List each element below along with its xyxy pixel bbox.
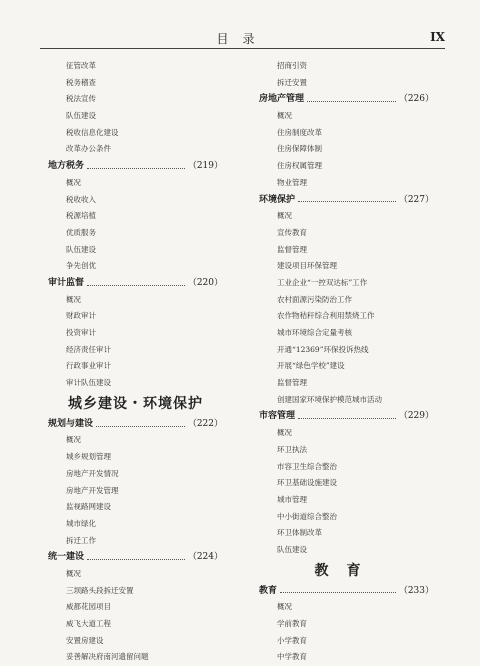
toc-entry: 概况 (277, 602, 292, 612)
dot-leader (87, 285, 185, 286)
toc-entry: 环卫基础设施建设 (277, 478, 337, 488)
toc-section (259, 408, 434, 425)
toc-entry: 队伍建设 (66, 244, 96, 254)
toc-entry: 住房制度改革 (277, 127, 322, 137)
toc-section-title: 统一建设 (48, 552, 85, 563)
toc-entry: 环卫执法 (277, 444, 307, 454)
toc-section-title: 审计监督 (48, 277, 85, 288)
toc-section-title: 环境保护 (259, 194, 296, 205)
toc-entry: 中小街道综合整治 (277, 511, 337, 521)
page-title: 目录 (216, 32, 269, 46)
toc-entry: 小学教育 (277, 635, 307, 645)
toc-page-number: （222） (187, 418, 223, 429)
toc-entry: 概况 (277, 211, 292, 221)
toc-entry: 妥善解决府南河遗留问题 (66, 652, 149, 662)
toc-entry: 改革办公条件 (66, 144, 111, 154)
toc-entry: 争先创优 (66, 261, 96, 271)
toc-entry: 房地产开发管理 (66, 485, 119, 495)
toc-entry: 住房权属管理 (277, 161, 322, 171)
dot-leader (87, 168, 185, 169)
toc-entry: 行政事业审计 (66, 361, 111, 371)
toc-page-number: （224） (187, 552, 223, 563)
toc-section (48, 158, 223, 175)
toc-section-title: 规划与建设 (48, 418, 94, 429)
toc-entry: 威都花园项目 (66, 602, 111, 612)
toc-entry: 开通“12369”环保投诉热线 (277, 344, 369, 354)
toc-entry: 三坝路头段拆迁安置 (66, 585, 134, 595)
toc-section-title: 房地产管理 (259, 94, 305, 105)
toc-entry: 监视路网建设 (66, 502, 111, 512)
toc-section (48, 275, 223, 292)
toc-entry: 优质服务 (66, 227, 96, 237)
toc-entry: 宣传教育 (277, 227, 307, 237)
page-number: IX (430, 30, 445, 44)
toc-chapter-heading: 教育 (314, 562, 379, 579)
toc-entry: 房地产开发情况 (66, 468, 119, 478)
toc-entry: 开展“绿色学校”建设 (277, 361, 345, 371)
toc-entry: 概况 (277, 111, 292, 121)
toc-left-column (48, 58, 223, 666)
toc-entry: 审计队伍建设 (66, 378, 111, 388)
toc-entry: 招商引资 (277, 61, 307, 70)
toc-page-number: （227） (398, 194, 434, 205)
toc-entry: 建设项目环保管理 (277, 261, 337, 271)
toc-section-title: 地方税务 (48, 161, 85, 172)
toc-entry: 税收信息化建设 (66, 127, 119, 137)
toc-entry: 城市绿化 (66, 518, 96, 528)
toc-page-number: （220） (187, 277, 223, 288)
toc-chapter-heading: 城乡建设・环境保护 (68, 395, 203, 412)
toc-page-number: （233） (398, 585, 434, 596)
toc-entry: 税法宣传 (66, 94, 96, 104)
toc-entry: 概况 (66, 435, 81, 445)
dot-leader (298, 201, 396, 202)
toc-entry: 经济责任审计 (66, 344, 111, 354)
toc-entry: 农村面源污染防治工作 (277, 294, 352, 304)
toc-entry: 拆迁工作 (66, 535, 96, 545)
dot-leader (298, 418, 396, 419)
dot-leader (307, 101, 396, 102)
toc-entry: 创建国家环境保护模范城市活动 (277, 394, 382, 404)
toc-section-title: 市容管理 (259, 411, 296, 422)
toc-section (259, 583, 434, 600)
dot-leader (87, 559, 185, 560)
toc-entry: 监督管理 (277, 378, 307, 388)
toc-entry: 税源培植 (66, 211, 96, 221)
dot-leader (96, 426, 185, 427)
toc-entry: 农作物秸秆综合利用禁烧工作 (277, 311, 375, 321)
toc-page-number: （219） (187, 161, 223, 172)
toc-entry: 城市环境综合定量考核 (277, 328, 352, 337)
toc-page-number: （226） (398, 94, 434, 105)
toc-entry: 拆迁安置 (277, 77, 307, 87)
toc-entry: 概况 (66, 294, 81, 304)
toc-entry: 环卫体制改革 (277, 528, 322, 538)
toc-entry: 城市管理 (277, 494, 307, 504)
toc-entry: 住房保障体制 (277, 144, 322, 154)
toc-page-number: （229） (398, 411, 434, 422)
toc-entry: 队伍建设 (66, 111, 96, 121)
toc-entry: 概况 (66, 177, 81, 187)
page-header (40, 28, 445, 49)
toc-entry: 城乡规划管理 (66, 452, 111, 462)
toc-entry: 学前教育 (277, 619, 307, 628)
toc-right-column (259, 58, 434, 666)
toc-section-title: 教育 (259, 585, 278, 596)
toc-entry: 安置房建设 (66, 635, 104, 645)
toc-entry: 威飞大道工程 (66, 619, 111, 628)
toc-entry: 投资审计 (66, 328, 96, 337)
toc-entry: 监督管理 (277, 244, 307, 254)
toc-entry: 税收收入 (66, 194, 96, 204)
toc-entry: 概况 (277, 428, 292, 438)
toc-entry: 物业管理 (277, 177, 307, 187)
toc-entry: 财政审计 (66, 311, 96, 321)
toc-entry: 征管改革 (66, 61, 96, 70)
toc-entry: 市容卫生综合整治 (277, 461, 337, 471)
toc-entry: 中学教育 (277, 652, 307, 662)
dot-leader (280, 592, 396, 593)
toc-entry: 税务稽查 (66, 77, 96, 87)
toc-section (259, 192, 434, 209)
toc-section (48, 549, 223, 566)
toc-entry: 队伍建设 (277, 544, 307, 554)
toc-entry: 工业企业“一控双达标”工作 (277, 277, 368, 287)
toc-section (48, 416, 223, 433)
toc-entry: 概况 (66, 568, 81, 578)
toc-section (259, 91, 434, 108)
